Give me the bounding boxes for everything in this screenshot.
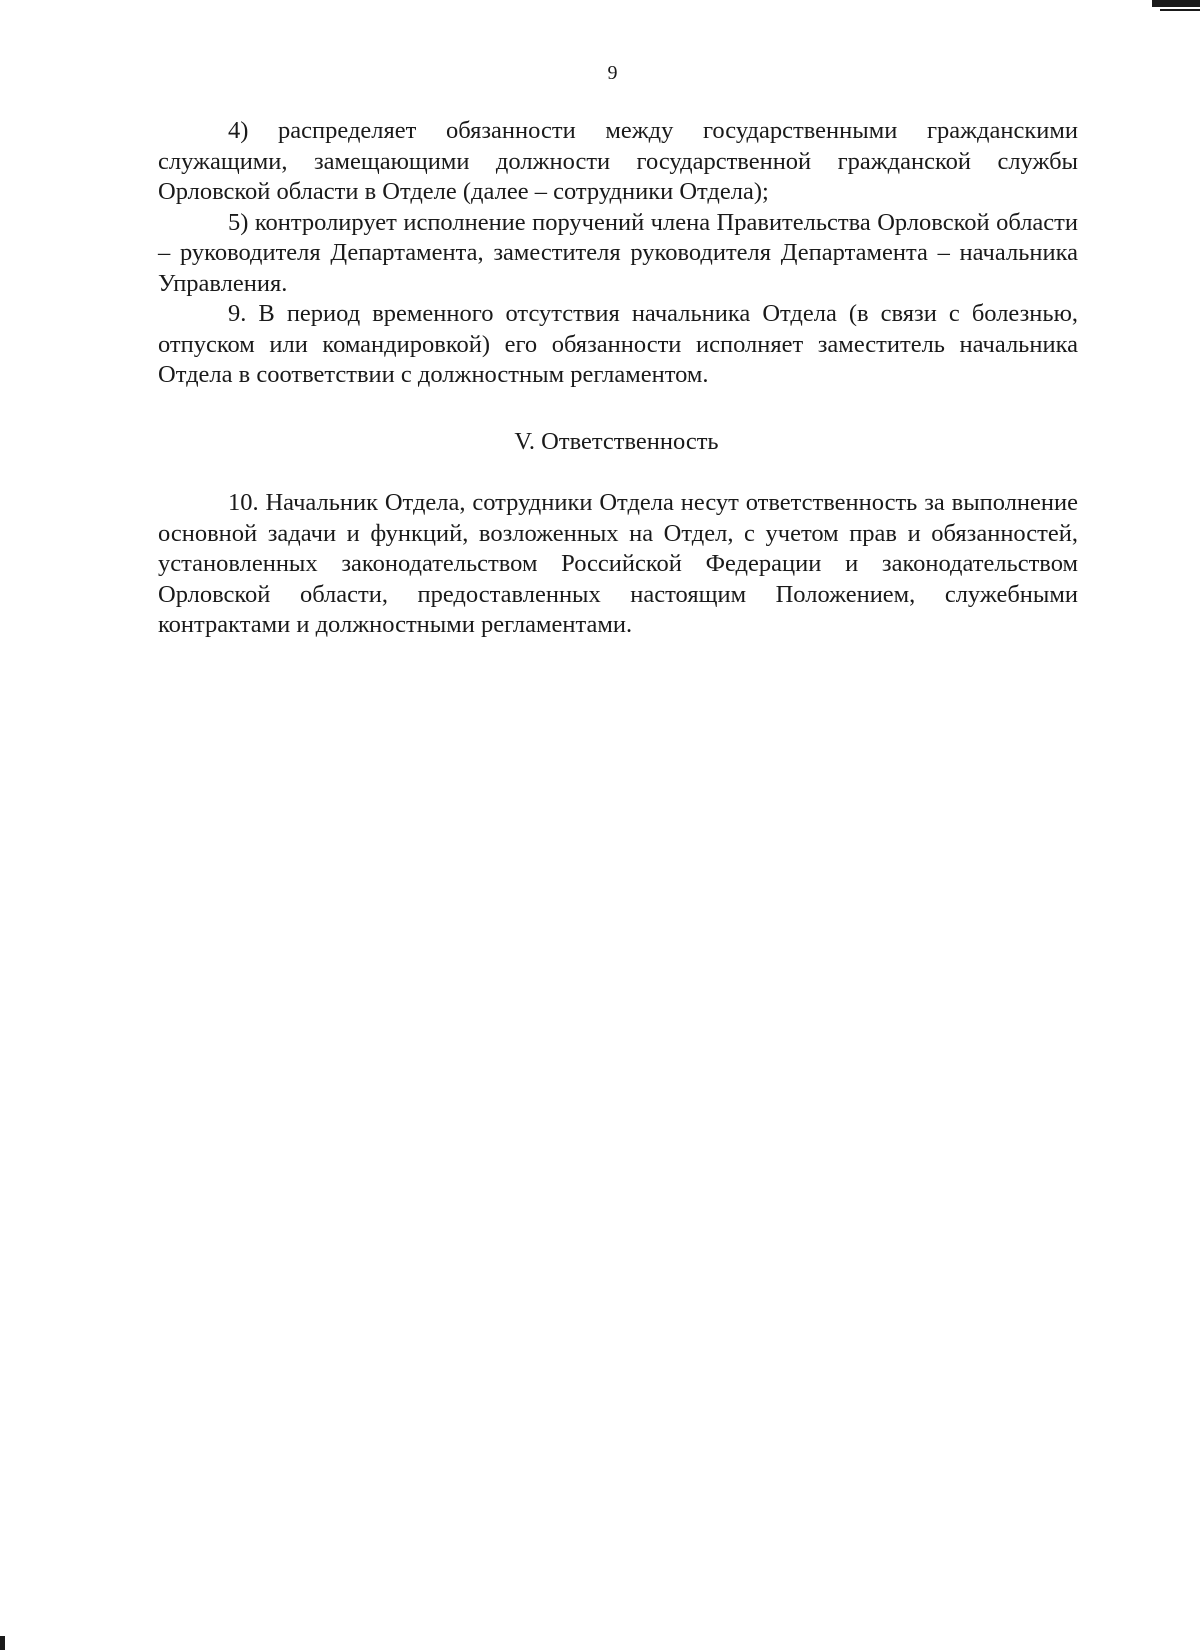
paragraph-block-responsibilities xyxy=(158,116,1078,391)
page-number: 9 xyxy=(607,62,618,84)
paragraph-clause-10: 10. Начальник Отдела, сотрудники Отдела несут ответственность за выполнение основной задачи и функций, возложенных на Отдел, с учетом прав и обязанностей, установленных законодательством Российской Федерации и законодательством Орловской области, предоставленных настоящим Положением, служебными контрактами и должностными регламентами. xyxy=(158,489,1078,638)
paragraph-item-4: 4) распределяет обязанности между государственными гражданскими служащими, замещающими должности государственной гражданской службы Орловской области в Отделе (далее – сотрудники Отдела); xyxy=(158,117,1078,205)
paragraph-item-5: 5) контролирует исполнение поручений члена Правительства Орловской области – руководителя Департамента, заместителя руководителя Департамента – начальника Управления. xyxy=(158,208,1078,297)
section-heading: V. Ответственность xyxy=(514,428,719,455)
paragraph-block-liability xyxy=(158,488,1078,641)
scan-corner-mark xyxy=(1152,0,1200,7)
paragraph-clause-9: 9. В период временного отсутствия начальника Отдела (в связи с болезнью, отпуском или командировкой) его обязанности исполняет заместитель начальника Отдела в соответствии с должностным регламентом. xyxy=(158,300,1078,388)
scan-edge-mark xyxy=(0,1636,5,1650)
